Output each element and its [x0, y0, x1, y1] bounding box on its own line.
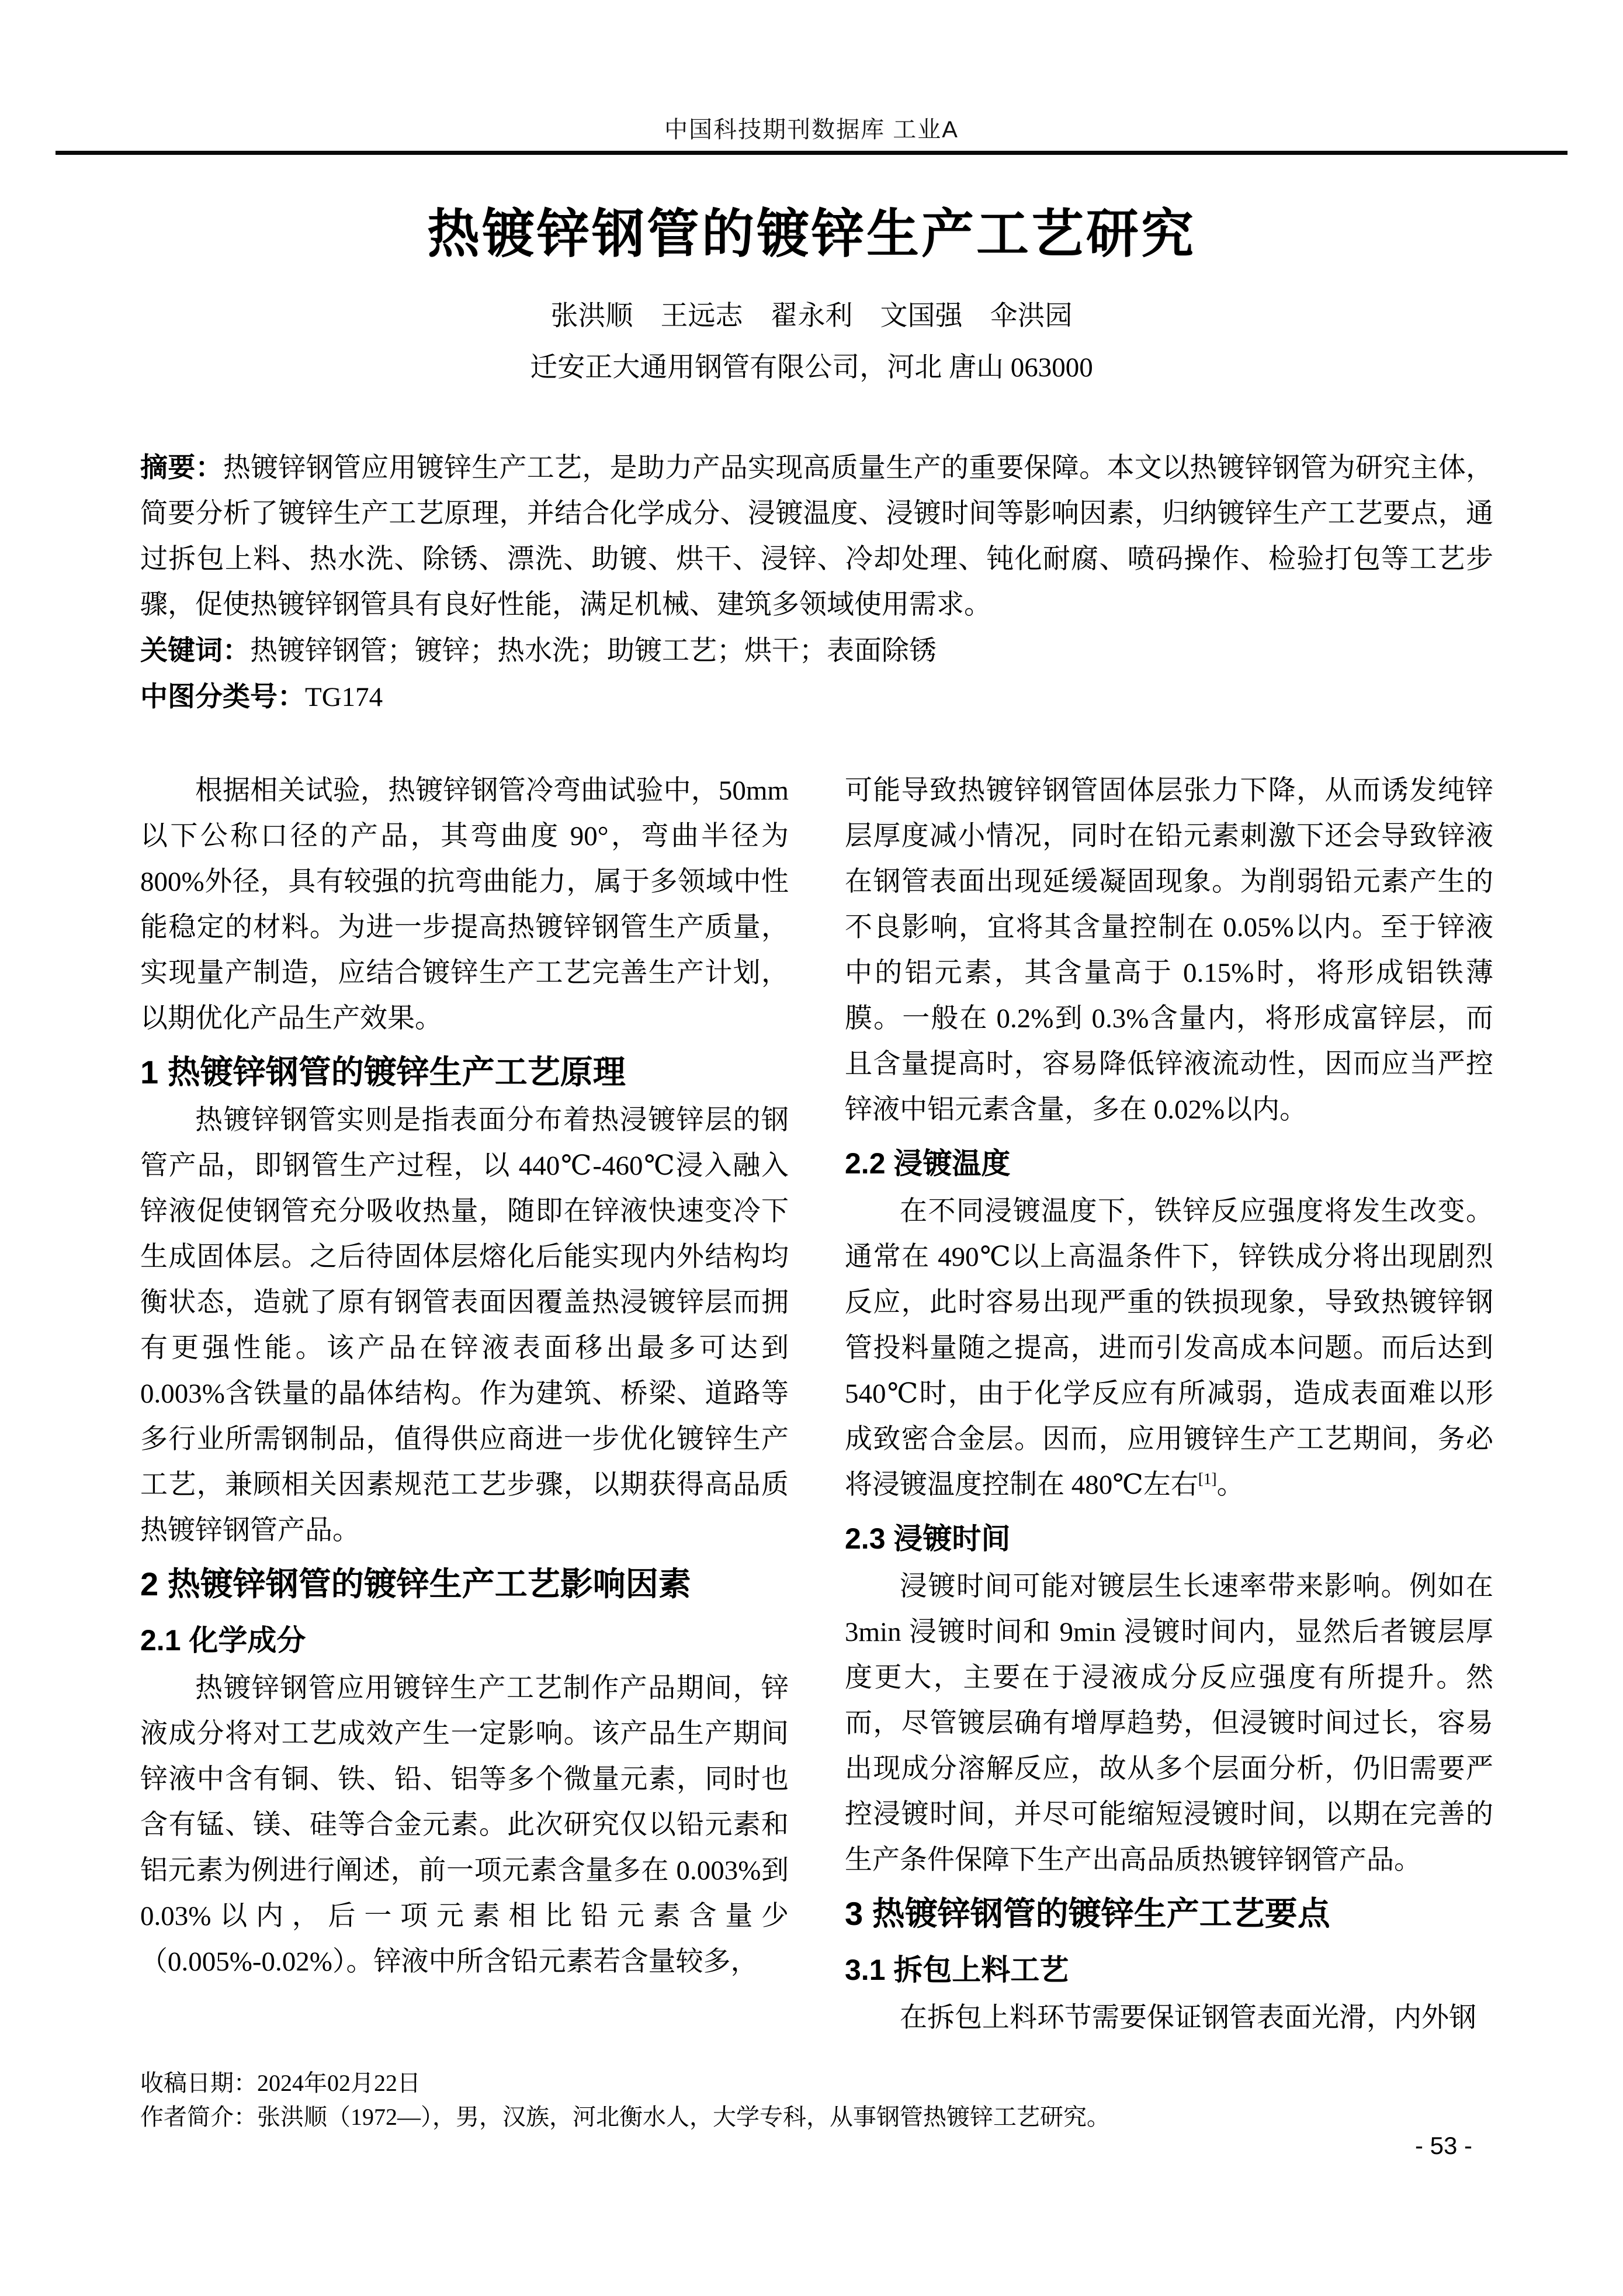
- right-column: [845, 768, 1493, 2041]
- paragraph-continuation: 可能导致热镀锌钢管固体层张力下降，从而诱发纯锌层厚度减小情况，同时在铅元素刺激下还会导致锌液在钢管表面出现延缓凝固现象。为削弱铅元素产生的不良影响，宜将其含量控制在 0.05%以内。至于锌液中的铝元素，其含量高于 0.15%时，将形成铝铁薄膜。一般在 0.2%到 0.3%含量内，将形成富锌层，而且含量提高时，容易降低锌液流动性，因而应当严控锌液中铝元素含量，多在 0.02%以内。: [845, 775, 1493, 1125]
- abstract: [140, 445, 1493, 628]
- section-heading: 2 热镀锌钢管的镀锌生产工艺影响因素: [140, 1566, 691, 1602]
- paragraph: 在不同浸镀温度下，铁锌反应强度将发生改变。通常在 490℃以上高温条件下，锌铁成分将出现剧烈反应，此时容易出现严重的铁损现象，导致热镀锌钢管投料量随之提高，进而引发高成本问题。而后达到 540℃时，由于化学反应有所减弱，造成表面难以形成致密合金层。因而，应用镀锌生产工艺期间，务必将浸镀温度控制在 480℃左右[1]。: [845, 1196, 1493, 1500]
- section-heading: 3 热镀锌钢管的镀锌生产工艺要点: [845, 1895, 1330, 1932]
- classification-label: 中图分类号：: [140, 681, 305, 712]
- subsection-heading: 3.1 拆包上料工艺: [845, 1954, 1069, 1986]
- paragraph: 浸镀时间可能对镀层生长速率带来影响。例如在 3min 浸镀时间和 9min 浸镀时间内，显然后者镀层厚度更大，主要在于浸液成分反应强度有所提升。然而，尽管镀层确有增厚趋势，但浸镀时间过长，容易出现成分溶解反应，故从多个层面分析，仍旧需要严控浸镀时间，并尽可能缩短浸镀时间，以期在完善的生产条件保障下生产出高品质热镀锌钢管产品。: [845, 1571, 1493, 1875]
- page-number: - 53 -: [1414, 2132, 1472, 2159]
- paragraph: 在拆包上料环节需要保证钢管表面光滑，内外钢: [900, 2003, 1476, 2033]
- author-bio-value: 张洪顺（1972—），男，汉族，河北衡水人，大学专科，从事钢管热镀锌工艺研究。: [257, 2104, 1110, 2130]
- left-column: [140, 768, 789, 2041]
- keywords-label: 关键词：: [140, 635, 250, 666]
- header-divider: [56, 151, 1567, 155]
- author-bio-line: [140, 2100, 1110, 2134]
- paragraph: 热镀锌钢管实则是指表面分布着热浸镀锌层的钢管产品，即钢管生产过程，以 440℃-460℃浸入融入锌液促使钢管充分吸收热量，随即在锌液快速变冷下生成固体层。之后待固体层熔化后能实现内外结构均衡状态，造就了原有钢管表面因覆盖热浸镀锌层而拥有更强性能。该产品在锌液表面移出最多可达到 0.003%含铁量的晶体结构。作为建筑、桥梁、道路等多行业所需钢制品，值得供应商进一步优化镀锌生产工艺，兼顾相关因素规范工艺步骤，以期获得高品质热镀锌钢管产品。: [140, 1105, 789, 1546]
- received-date-line: [140, 2066, 1110, 2100]
- paragraph: 根据相关试验，热镀锌钢管冷弯曲试验中，50mm 以下公称口径的产品，其弯曲度 90°，弯曲半径为 800%外径，具有较强的抗弯曲能力，属于多领域中性能稳定的材料。为进一步提高热镀锌钢管生产质量，实现量产制造，应结合镀锌生产工艺完善生产计划，以期优化产品生产效果。: [140, 775, 789, 1034]
- citation-marker: [1]: [1198, 1470, 1217, 1488]
- front-matter: [140, 445, 1493, 720]
- subsection-heading: 2.3 浸镀时间: [845, 1522, 1011, 1555]
- footnote: [140, 2066, 1110, 2134]
- journal-header: 中国科技期刊数据库 工业A: [664, 117, 959, 143]
- authors-line: 张洪顺 王远志 翟永利 文国强 伞洪园: [550, 301, 1073, 331]
- paragraph: 热镀锌钢管应用镀锌生产工艺制作产品期间，锌液成分将对工艺成效产生一定影响。该产品生产期间锌液中含有铜、铁、铅、铝等多个微量元素，同时也含有锰、镁、硅等合金元素。此次研究仅以铅元素和铝元素为例进行阐述，前一项元素含量多在 0.003%到 0.03%以内，后一项元素相比铅元素含量少（0.005%-0.02%）。锌液中所含铅元素若含量较多，: [140, 1673, 789, 1977]
- section-heading: 1 热镀锌钢管的镀锌生产工艺原理: [140, 1054, 626, 1090]
- abstract-label: 摘要：: [140, 452, 223, 483]
- body-columns: [140, 768, 1493, 2041]
- classification: [140, 674, 1493, 720]
- subsection-heading: 2.2 浸镀温度: [845, 1147, 1011, 1180]
- affiliation-line: 迁安正大通用钢管有限公司，河北 唐山 063000: [530, 352, 1093, 383]
- subsection-heading: 2.1 化学成分: [140, 1624, 306, 1657]
- received-date-value: 2024年02月22日: [257, 2070, 421, 2096]
- classification-text: TG174: [305, 682, 383, 712]
- received-date-label: 收稿日期：: [140, 2070, 257, 2096]
- paper-title: 热镀锌钢管的镀锌生产工艺研究: [427, 205, 1196, 264]
- author-bio-label: 作者简介：: [140, 2104, 257, 2130]
- abstract-text: 热镀锌钢管应用镀锌生产工艺，是助力产品实现高质量生产的重要保障。本文以热镀锌钢管为研究主体，简要分析了镀锌生产工艺原理，并结合化学成分、浸镀温度、浸镀时间等影响因素，归纳镀锌生产工艺要点，通过拆包上料、热水洗、除锈、漂洗、助镀、烘干、浸锌、冷却处理、钝化耐腐、喷码操作、检验打包等工艺步骤，促使热镀锌钢管具有良好性能，满足机械、建筑多领域使用需求。: [140, 453, 1493, 620]
- keywords: [140, 628, 1493, 674]
- keywords-text: 热镀锌钢管；镀锌；热水洗；助镀工艺；烘干；表面除锈: [250, 636, 937, 666]
